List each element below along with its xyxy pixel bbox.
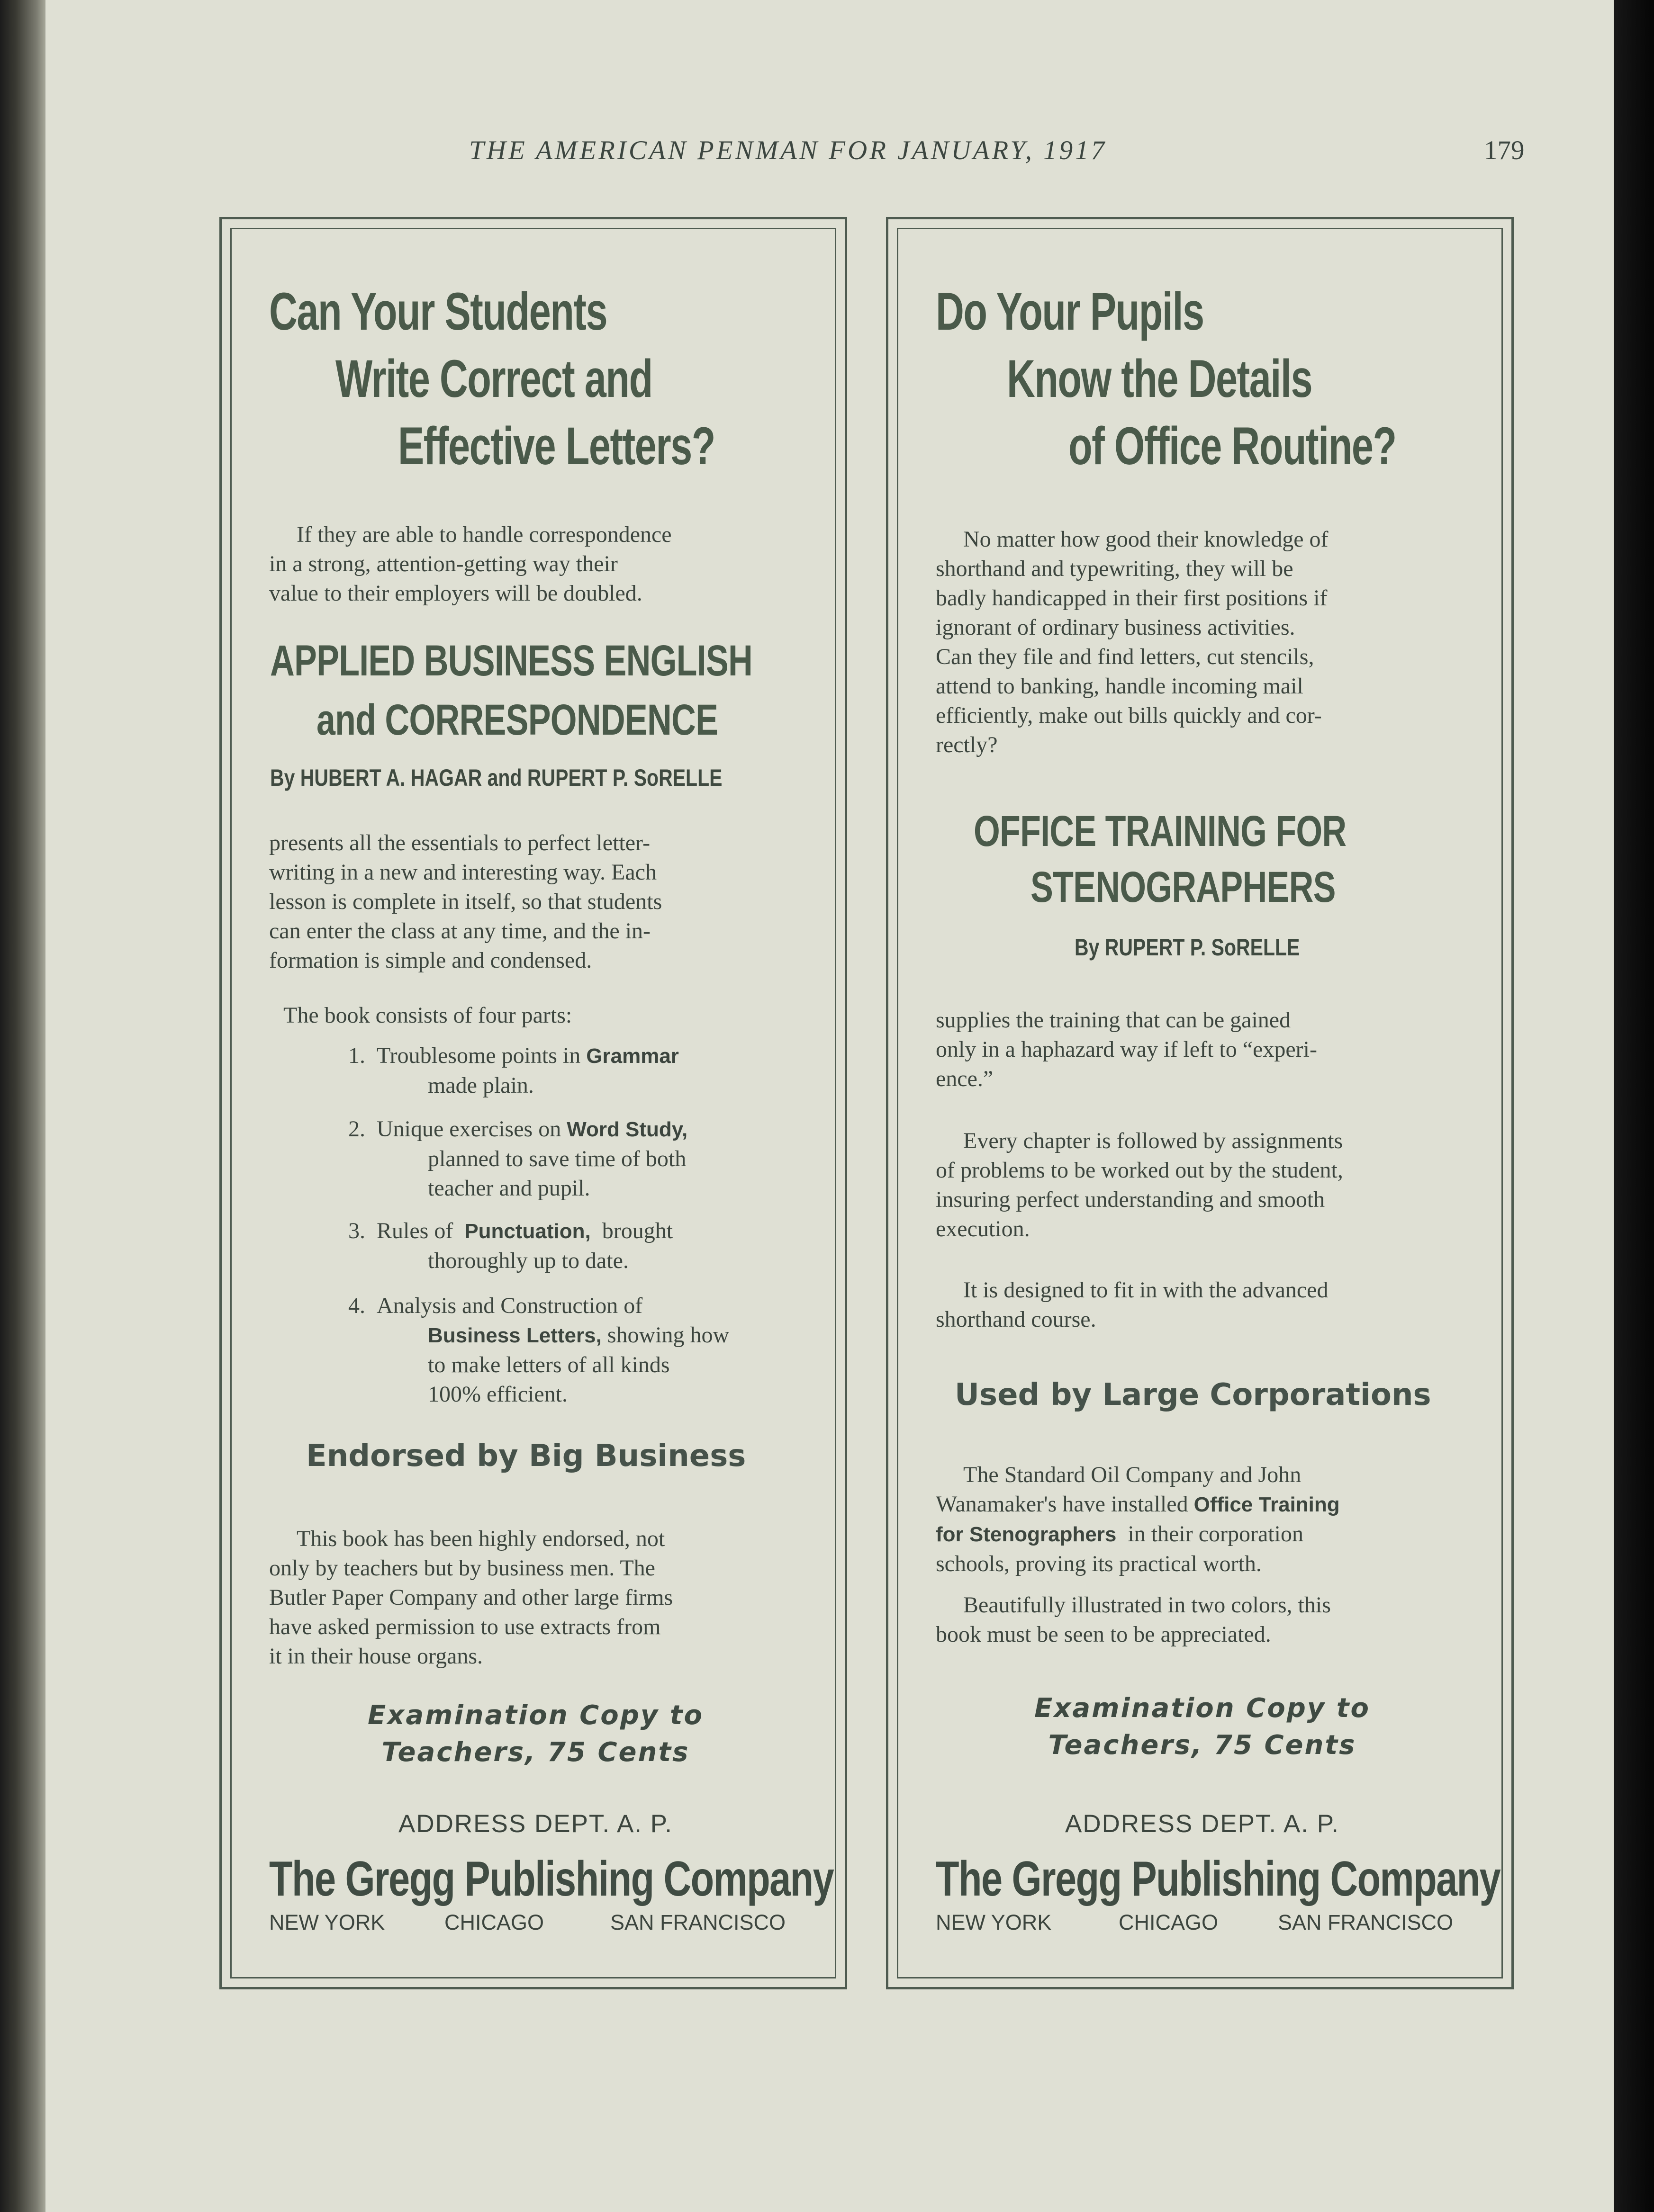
- ad-headline-line-1: Can Your Students: [269, 282, 607, 341]
- text-line: thoroughly up to date.: [428, 1248, 629, 1273]
- text-line: of problems to be worked out by the student,: [936, 1158, 1343, 1183]
- address-line: ADDRESS DEPT. A. P.: [398, 1810, 673, 1838]
- text-line: made plain.: [428, 1073, 534, 1098]
- part-item-2: [348, 1115, 687, 1203]
- advertisement-applied-business-english: [219, 217, 847, 1989]
- text-line: It is designed to fit in with the advanced: [963, 1277, 1329, 1303]
- part-number: 3.: [348, 1218, 365, 1243]
- bold-term: Grammar: [586, 1044, 679, 1068]
- text-line: shorthand and typewriting, they will be: [936, 556, 1293, 581]
- illustrated-paragraph: [936, 1591, 1331, 1649]
- running-header-title: THE AMERICAN PENMAN FOR JANUARY, 1917: [469, 135, 1107, 165]
- ad-intro-paragraph: [936, 525, 1328, 760]
- publisher-name: The Gregg Publishing Company: [269, 1852, 834, 1906]
- text-line: brought: [602, 1218, 673, 1243]
- scan-right-edge: [1607, 0, 1654, 2212]
- text-line: Examination Copy to: [367, 1700, 704, 1731]
- bold-term: for Stenographers: [936, 1523, 1117, 1546]
- text-line: efficiently, make out bills quickly and cor-: [936, 703, 1322, 728]
- text-line: No matter how good their knowledge of: [963, 527, 1329, 552]
- text-line: Can they file and find letters, cut stencils,: [936, 644, 1314, 669]
- page-binding-shadow: [0, 0, 45, 2212]
- examination-copy-offer: [222, 1697, 850, 1771]
- book-title-line-1: OFFICE TRAINING FOR: [974, 807, 1347, 855]
- text-line: Examination Copy to: [1034, 1693, 1371, 1724]
- bold-term: Business Letters,: [428, 1324, 602, 1347]
- text-line: have asked permission to use extracts from: [269, 1614, 661, 1639]
- text-line: can enter the class at any time, and the in-: [269, 918, 651, 944]
- endorsed-paragraph: [269, 1524, 673, 1671]
- chapters-paragraph: [936, 1126, 1343, 1244]
- ad-headline-line-3: Effective Letters?: [398, 416, 715, 476]
- examination-copy-offer: [888, 1690, 1516, 1764]
- city-san-francisco: SAN FRANCISCO: [1278, 1910, 1454, 1934]
- text-line: Rules of: [377, 1218, 453, 1243]
- text-line: Beautifully illustrated in two colors, this: [963, 1592, 1331, 1618]
- ad-headline-line-2: Write Correct and: [335, 349, 652, 408]
- page-number: 179: [1484, 135, 1525, 165]
- text-line: showing how: [607, 1322, 730, 1348]
- text-line: execution.: [936, 1216, 1030, 1241]
- ad-headline-line-2: Know the Details: [1007, 349, 1312, 408]
- bold-term: Word Study,: [567, 1118, 688, 1141]
- text-line: teacher and pupil.: [428, 1176, 590, 1201]
- text-line: only by teachers but by business men. The: [269, 1556, 655, 1581]
- text-line: Teachers, 75 Cents: [381, 1737, 690, 1768]
- text-line: Troublesome points in: [377, 1043, 581, 1068]
- corporations-heading: Used by Large Corporations: [955, 1377, 1431, 1412]
- bold-term: Punctuation,: [464, 1220, 591, 1243]
- designed-paragraph: [936, 1276, 1328, 1334]
- city-san-francisco: SAN FRANCISCO: [610, 1910, 786, 1934]
- part-number: 4.: [348, 1293, 365, 1318]
- book-title-line-1: APPLIED BUSINESS ENGLISH: [270, 637, 752, 685]
- text-line: insuring perfect understanding and smooth: [936, 1187, 1325, 1212]
- text-line: book must be seen to be appreciated.: [936, 1622, 1271, 1647]
- text-line: supplies the training that can be gained: [936, 1007, 1291, 1033]
- text-line: ence.”: [936, 1066, 994, 1091]
- text-line: Every chapter is followed by assignments: [963, 1128, 1343, 1153]
- text-line: in a strong, attention-getting way their: [269, 551, 618, 576]
- advertisement-office-training: [886, 217, 1514, 1989]
- text-line: Unique exercises on: [377, 1116, 561, 1142]
- book-title-line-2: and CORRESPONDENCE: [316, 696, 718, 744]
- book-description: [936, 1006, 1317, 1094]
- text-line: 100% efficient.: [428, 1382, 568, 1407]
- text-line: writing in a new and interesting way. Each: [269, 860, 657, 885]
- text-line: badly handicapped in their first positions if: [936, 585, 1328, 611]
- text-line: only in a haphazard way if left to “experi-: [936, 1037, 1317, 1062]
- city-new-york: NEW YORK: [269, 1910, 385, 1934]
- text-line: Teachers, 75 Cents: [1048, 1730, 1356, 1761]
- endorsed-heading: Endorsed by Big Business: [306, 1439, 746, 1474]
- text-line: attend to banking, handle incoming mail: [936, 674, 1303, 699]
- text-line: to make letters of all kinds: [428, 1352, 670, 1377]
- bold-term: Office Training: [1193, 1493, 1340, 1516]
- magazine-page: [45, 0, 1614, 2212]
- city-new-york: NEW YORK: [936, 1910, 1052, 1934]
- ad-intro-paragraph: [269, 520, 672, 608]
- text-line: lesson is complete in itself, so that students: [269, 889, 662, 914]
- text-line: Wanamaker's have installed: [936, 1492, 1188, 1517]
- part-item-4: [348, 1291, 729, 1409]
- text-line: presents all the essentials to perfect letter-: [269, 830, 651, 855]
- text-line: Butler Paper Company and other large firms: [269, 1585, 673, 1610]
- text-line: Analysis and Construction of: [377, 1293, 643, 1318]
- text-line: shorthand course.: [936, 1307, 1096, 1332]
- parts-intro: The book consists of four parts:: [283, 1003, 572, 1028]
- part-item-1: [348, 1041, 679, 1100]
- text-line: formation is simple and condensed.: [269, 948, 592, 973]
- book-byline: By HUBERT A. HAGAR and RUPERT P. SoRELLE: [270, 764, 723, 791]
- city-chicago: CHICAGO: [1119, 1910, 1219, 1934]
- part-number: 1.: [348, 1043, 365, 1068]
- text-line: ignorant of ordinary business activities.: [936, 615, 1295, 640]
- text-line: value to their employers will be doubled.: [269, 581, 642, 606]
- text-line: planned to save time of both: [428, 1146, 687, 1171]
- publisher-name: The Gregg Publishing Company: [936, 1852, 1500, 1906]
- text-line: rectly?: [936, 732, 998, 757]
- book-title-line-2: STENOGRAPHERS: [1030, 863, 1336, 911]
- part-item-3: [348, 1216, 673, 1276]
- address-line: ADDRESS DEPT. A. P.: [1065, 1810, 1339, 1838]
- corporations-paragraph: [936, 1460, 1340, 1579]
- text-line: it in their house organs.: [269, 1644, 483, 1669]
- text-line: schools, proving its practical worth.: [936, 1551, 1262, 1576]
- text-line: This book has been highly endorsed, not: [297, 1526, 665, 1551]
- ad-headline-line-3: of Office Routine?: [1068, 416, 1396, 476]
- book-byline: By RUPERT P. SoRELLE: [1075, 934, 1300, 961]
- ad-headline-line-1: Do Your Pupils: [936, 282, 1204, 341]
- text-line: in their corporation: [1128, 1521, 1303, 1547]
- text-line: The Standard Oil Company and John: [963, 1462, 1302, 1487]
- text-line: If they are able to handle correspondence: [297, 522, 672, 547]
- city-chicago: CHICAGO: [444, 1910, 544, 1934]
- book-description: [269, 828, 662, 975]
- part-number: 2.: [348, 1116, 365, 1142]
